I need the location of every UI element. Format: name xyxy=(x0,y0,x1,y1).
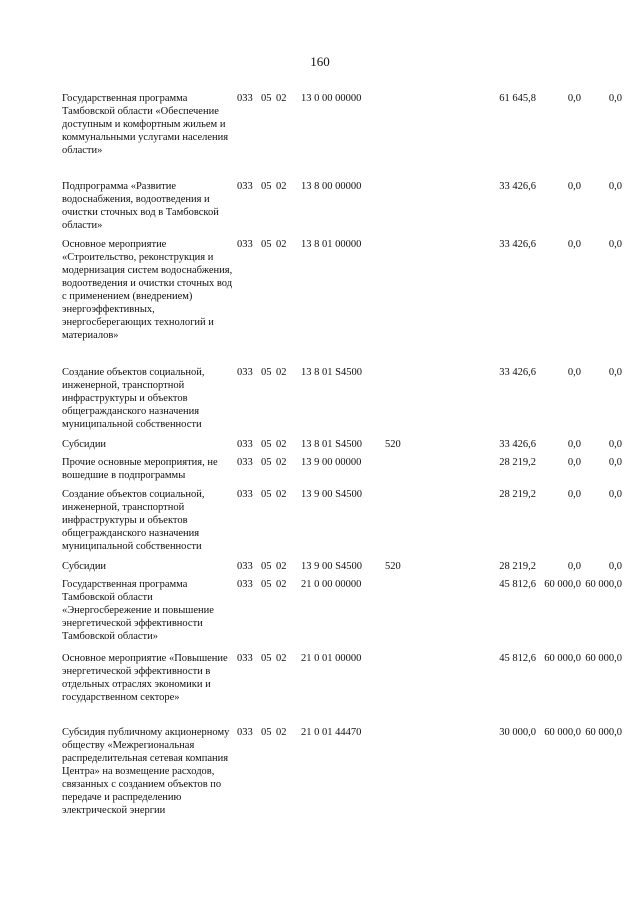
row-amount-2: 0,0 xyxy=(567,239,581,250)
row-target-article: 13 8 00 00000 xyxy=(301,181,362,192)
row-amount-1: 28 219,2 xyxy=(499,489,536,500)
row-section-code: 05 xyxy=(261,561,272,572)
row-name: Субсидии xyxy=(62,439,107,450)
row-section-code: 05 xyxy=(261,579,272,590)
row-name: Субсидия публичному акционерному обществу «Межрегиональная распределительная сетевая компания Центра» на возмещение расходов, связанных с созданием объектов по передаче и распределению электрической энергии xyxy=(62,727,230,816)
row-amount-3: 0,0 xyxy=(608,93,622,104)
row-amount-2: 0,0 xyxy=(567,457,581,468)
row-section-code: 05 xyxy=(261,239,272,250)
row-subsection-code: 02 xyxy=(276,579,287,590)
row-section-code: 05 xyxy=(261,489,272,500)
row-section-code: 05 xyxy=(261,439,272,450)
row-name: Государственная программа Тамбовской области «Энергосбережение и повышение энергетической эффективности Тамбовской области» xyxy=(62,579,214,642)
row-amount-2: 0,0 xyxy=(567,181,581,192)
row-amount-2: 0,0 xyxy=(567,489,581,500)
row-target-article: 21 0 01 00000 xyxy=(301,653,362,664)
row-target-article: 13 0 00 00000 xyxy=(301,93,362,104)
row-expense-type: 520 xyxy=(385,561,401,572)
row-amount-3: 0,0 xyxy=(608,489,622,500)
row-amount-3: 60 000,0 xyxy=(585,653,622,664)
row-admin-code: 033 xyxy=(237,93,253,104)
row-amount-3: 60 000,0 xyxy=(585,579,622,590)
row-name: Основное мероприятие «Строительство, реконструкция и модернизация систем водоснабжения, водоотведения и очистки сточных вод с применением (внедрением) энергоэффективных, энергосберегающих технологий и материалов» xyxy=(62,239,233,341)
row-subsection-code: 02 xyxy=(276,239,287,250)
row-amount-2: 60 000,0 xyxy=(544,727,581,738)
row-admin-code: 033 xyxy=(237,561,253,572)
row-name: Основное мероприятие «Повышение энергетической эффективности в отдельных отраслях экономики и государственном секторе» xyxy=(62,653,228,703)
row-admin-code: 033 xyxy=(237,727,253,738)
row-name: Прочие основные мероприятия, не вошедшие в подпрограммы xyxy=(62,457,218,481)
row-section-code: 05 xyxy=(261,653,272,664)
row-admin-code: 033 xyxy=(237,579,253,590)
page-number: 160 xyxy=(310,54,330,69)
row-admin-code: 033 xyxy=(237,181,253,192)
row-amount-2: 60 000,0 xyxy=(544,653,581,664)
row-subsection-code: 02 xyxy=(276,727,287,738)
row-subsection-code: 02 xyxy=(276,561,287,572)
row-subsection-code: 02 xyxy=(276,489,287,500)
row-amount-3: 0,0 xyxy=(608,561,622,572)
row-amount-1: 33 426,6 xyxy=(499,367,536,378)
row-name: Государственная программа Тамбовской области «Обеспечение доступным и комфортным жильем и коммунальными услугами населения области» xyxy=(62,93,229,156)
row-amount-2: 0,0 xyxy=(567,367,581,378)
row-amount-1: 28 219,2 xyxy=(499,561,536,572)
row-admin-code: 033 xyxy=(237,367,253,378)
row-amount-2: 0,0 xyxy=(567,93,581,104)
row-name: Субсидии xyxy=(62,561,107,572)
row-amount-3: 0,0 xyxy=(608,239,622,250)
row-admin-code: 033 xyxy=(237,653,253,664)
row-admin-code: 033 xyxy=(237,489,253,500)
row-expense-type: 520 xyxy=(385,439,401,450)
row-section-code: 05 xyxy=(261,457,272,468)
row-subsection-code: 02 xyxy=(276,367,287,378)
row-target-article: 13 9 00 S4500 xyxy=(301,489,362,500)
row-section-code: 05 xyxy=(261,367,272,378)
row-amount-1: 33 426,6 xyxy=(499,239,536,250)
row-target-article: 13 8 01 S4500 xyxy=(301,439,362,450)
row-amount-1: 45 812,6 xyxy=(499,653,536,664)
row-amount-1: 45 812,6 xyxy=(499,579,536,590)
row-admin-code: 033 xyxy=(237,439,253,450)
row-name: Подпрограмма «Развитие водоснабжения, водоотведения и очистки сточных вод в Тамбовской области» xyxy=(62,181,219,231)
row-admin-code: 033 xyxy=(237,457,253,468)
row-amount-2: 0,0 xyxy=(567,439,581,450)
row-name: Создание объектов социальной, инженерной, транспортной инфраструктуры и объектов общегражданского назначения муниципальной собственности xyxy=(62,489,205,552)
row-amount-1: 61 645,8 xyxy=(499,93,536,104)
row-subsection-code: 02 xyxy=(276,93,287,104)
row-amount-3: 0,0 xyxy=(608,439,622,450)
row-amount-1: 28 219,2 xyxy=(499,457,536,468)
row-section-code: 05 xyxy=(261,727,272,738)
row-target-article: 13 8 01 S4500 xyxy=(301,367,362,378)
row-subsection-code: 02 xyxy=(276,653,287,664)
row-amount-1: 33 426,6 xyxy=(499,439,536,450)
row-target-article: 21 0 00 00000 xyxy=(301,579,362,590)
row-amount-1: 30 000,0 xyxy=(499,727,536,738)
row-amount-3: 0,0 xyxy=(608,367,622,378)
row-subsection-code: 02 xyxy=(276,439,287,450)
row-amount-1: 33 426,6 xyxy=(499,181,536,192)
row-amount-2: 60 000,0 xyxy=(544,579,581,590)
row-subsection-code: 02 xyxy=(276,181,287,192)
row-target-article: 21 0 01 44470 xyxy=(301,727,362,738)
row-name: Создание объектов социальной, инженерной, транспортной инфраструктуры и объектов общегражданского назначения муниципальной собственности xyxy=(62,367,205,430)
row-amount-3: 0,0 xyxy=(608,457,622,468)
row-amount-2: 0,0 xyxy=(567,561,581,572)
row-target-article: 13 9 00 S4500 xyxy=(301,561,362,572)
row-admin-code: 033 xyxy=(237,239,253,250)
row-subsection-code: 02 xyxy=(276,457,287,468)
row-target-article: 13 8 01 00000 xyxy=(301,239,362,250)
row-target-article: 13 9 00 00000 xyxy=(301,457,362,468)
row-amount-3: 0,0 xyxy=(608,181,622,192)
row-section-code: 05 xyxy=(261,93,272,104)
row-section-code: 05 xyxy=(261,181,272,192)
row-amount-3: 60 000,0 xyxy=(585,727,622,738)
